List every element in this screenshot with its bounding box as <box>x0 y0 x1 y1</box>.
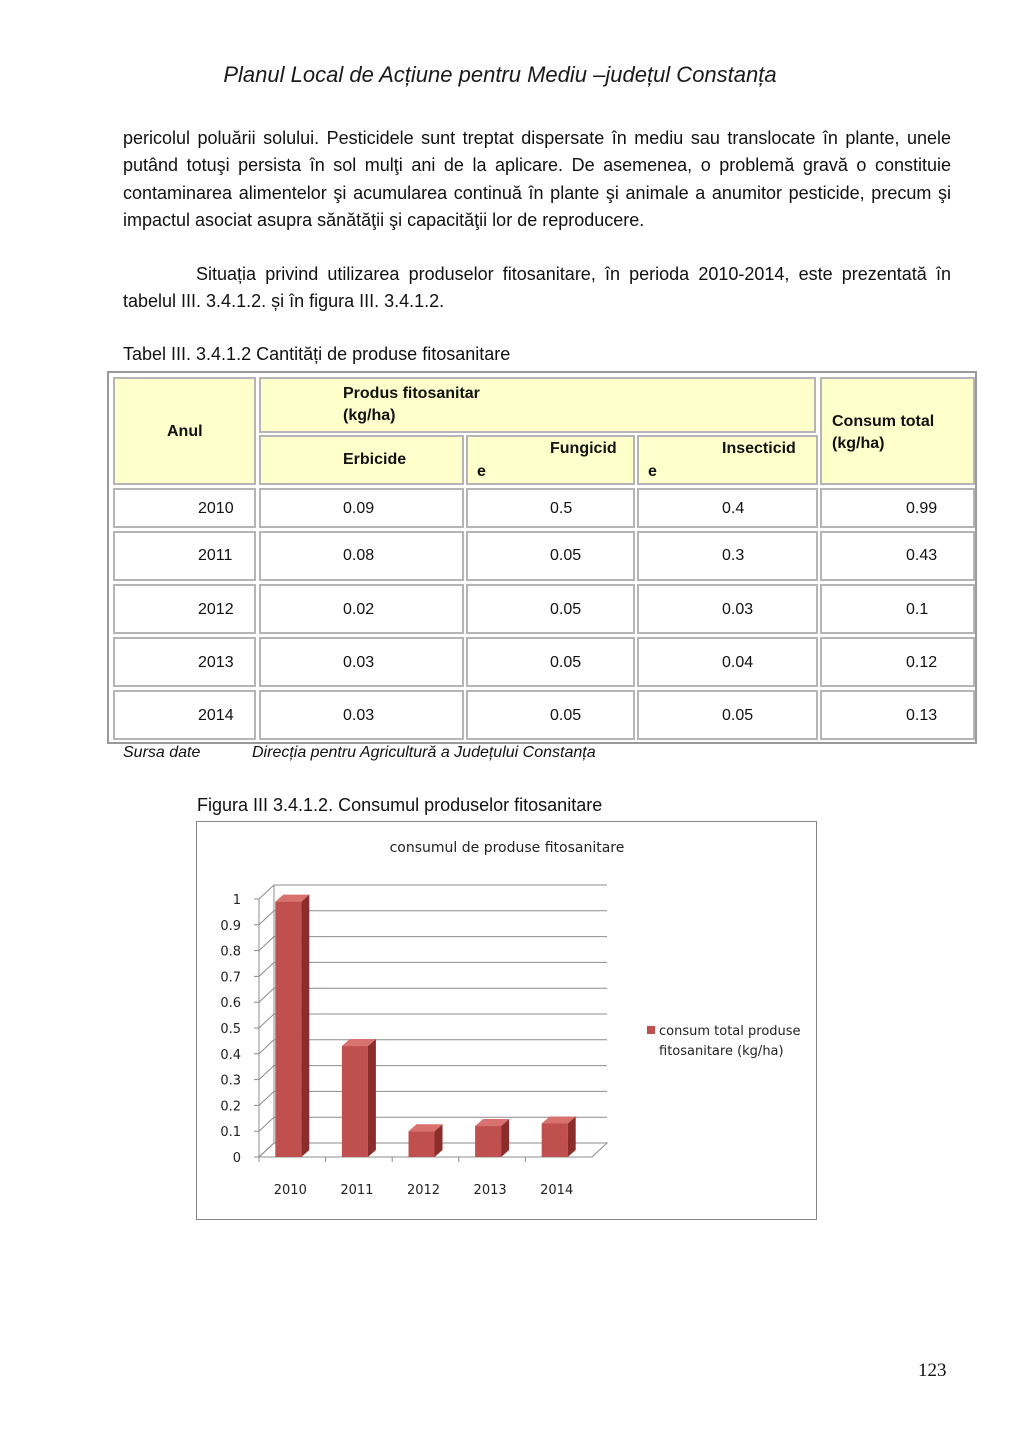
table-row-2010-year <box>113 488 256 528</box>
table-row-2010-insecticides <box>637 488 818 528</box>
cell-herbicides: 0.03 <box>343 654 375 671</box>
header-fungicides-b: e <box>477 463 486 480</box>
bar-front <box>542 1123 568 1157</box>
y-tick-label: 1 <box>232 893 241 908</box>
gridline-depth <box>259 937 274 951</box>
chart-y-ticks <box>220 893 259 1166</box>
header-year: Anul <box>167 423 203 440</box>
table-row-2012-total <box>820 584 975 634</box>
body-paragraph-1: pericolul poluării solului. Pesticidele sunt treptat dispersate în mediu sau translocate în plante, unele putând totuşi persista în sol mulţi ani de la aplicare. De asemenea, o problemă gravă o constituie contaminarea alimentelor şi acumularea continuă în plante şi animale a anumitor pesticide, precum şi impactul asociat asupra sănătăţii şi capacităţii lor de reproducere. <box>123 128 951 230</box>
gridline-depth <box>259 1117 274 1131</box>
table-row-2014-total <box>820 690 975 740</box>
bar-front <box>342 1046 368 1157</box>
y-tick-label: 0.7 <box>220 970 241 986</box>
cell-fungicides: 0.05 <box>550 654 582 671</box>
cell-year: 2011 <box>198 547 233 564</box>
cell-year: 2012 <box>198 601 234 618</box>
table-row-2012-year <box>113 584 256 634</box>
table-row-2010-fungicides <box>466 488 635 528</box>
bar-side <box>368 1039 376 1157</box>
table-row-2012-insecticides <box>637 584 818 634</box>
cell-total: 0.43 <box>906 547 938 564</box>
table-row-2010-total <box>820 488 975 528</box>
fitosanitary-table <box>107 371 977 744</box>
y-tick-label: 0 <box>232 1151 241 1166</box>
bar-front <box>475 1126 501 1157</box>
chart-grid <box>259 885 607 1157</box>
x-tick-label: 2010 <box>273 1183 307 1198</box>
bar-front <box>275 902 301 1157</box>
table-row-2011-year <box>113 531 256 581</box>
document-header: Planul Local de Acțiune pentru Mediu –județul Constanța <box>223 62 777 87</box>
table-row-2011-total <box>820 531 975 581</box>
y-tick-label: 0.8 <box>220 944 241 960</box>
header-product-cell <box>259 377 816 433</box>
header-insecticides-a: Insecticid <box>722 440 796 457</box>
legend-swatch <box>647 1026 655 1034</box>
gridline-depth <box>259 1066 274 1080</box>
header-herbicides-cell <box>259 435 464 485</box>
x-tick-label: 2012 <box>406 1183 441 1198</box>
x-tick-label: 2014 <box>540 1183 574 1198</box>
x-tick-label: 2011 <box>340 1183 374 1198</box>
body-paragraph-2: Situația privind utilizarea produselor fitosanitare, în perioda 2010-2014, este prezentată în tabelul III. 3.4.1.2. și în figura III. 3.4.1.2. <box>123 264 951 312</box>
cell-insecticides: 0.4 <box>722 500 745 517</box>
table-row-2014-year <box>113 690 256 740</box>
cell-fungicides: 0.05 <box>550 601 582 618</box>
header-total-line2: (kg/ha) <box>832 435 885 452</box>
cell-year: 2014 <box>198 707 234 724</box>
gridline-depth <box>259 911 274 925</box>
chart-title: consumul de produse fitosanitare <box>389 840 625 856</box>
table-row-2011-insecticides <box>637 531 818 581</box>
chart-x-ticks <box>259 1157 573 1198</box>
y-tick-label: 0.3 <box>220 1073 241 1089</box>
header-total-line1: Consum total <box>832 413 935 430</box>
table-row-2014-herbicides <box>259 690 464 740</box>
source-text: Direcția pentru Agricultură a Județului Constanța <box>252 744 596 761</box>
table-row-2012-fungicides <box>466 584 635 634</box>
table-row-2014-fungicides <box>466 690 635 740</box>
table-row-2013-total <box>820 637 975 687</box>
figure-caption: Figura III 3.4.1.2. Consumul produselor fitosanitare <box>197 795 603 815</box>
y-tick-label: 0.5 <box>220 1022 241 1037</box>
header-insecticides-cell <box>637 435 818 485</box>
gridline-depth <box>259 1040 274 1054</box>
x-tick-label: 2013 <box>473 1183 507 1198</box>
gridline-depth <box>259 1014 274 1028</box>
table-caption: Tabel III. 3.4.1.2 Cantități de produse fitosanitare <box>123 344 511 364</box>
header-product-line1: Produs fitosanitar <box>343 385 480 402</box>
table-row-2013-year <box>113 637 256 687</box>
header-year-cell <box>113 377 256 485</box>
cell-fungicides: 0.05 <box>550 547 582 564</box>
header-fungicides-cell <box>466 435 635 485</box>
cell-herbicides: 0.02 <box>343 601 375 618</box>
table-row-2010-herbicides <box>259 488 464 528</box>
table-row-2013-insecticides <box>637 637 818 687</box>
table-row-2011-herbicides <box>259 531 464 581</box>
gridline-depth <box>259 962 274 976</box>
table-row-2013-fungicides <box>466 637 635 687</box>
y-tick-label: 0.1 <box>220 1125 241 1141</box>
gridline-depth <box>259 885 274 899</box>
cell-insecticides: 0.3 <box>722 547 745 564</box>
header-total-cell <box>820 377 975 485</box>
header-product-line2: (kg/ha) <box>343 407 396 424</box>
header-herbicides: Erbicide <box>343 451 407 468</box>
header-insecticides-b: e <box>648 463 657 480</box>
legend-line-2: fitosanitare (kg/ha) <box>659 1044 784 1059</box>
cell-total: 0.1 <box>906 601 929 618</box>
cell-total: 0.12 <box>906 654 938 671</box>
cell-insecticides: 0.05 <box>722 707 754 724</box>
y-tick-label: 0.4 <box>220 1047 241 1063</box>
table-row-2014-insecticides <box>637 690 818 740</box>
header-fungicides-a: Fungicid <box>550 440 617 457</box>
cell-herbicides: 0.03 <box>343 707 375 724</box>
cell-year: 2010 <box>198 500 234 517</box>
y-tick-label: 0.2 <box>220 1099 241 1115</box>
gridline-depth <box>259 988 274 1002</box>
bar-side <box>301 895 309 1157</box>
page-number: 123 <box>918 1360 947 1381</box>
bar-side <box>568 1116 576 1157</box>
gridline-depth <box>259 1091 274 1105</box>
cell-fungicides: 0.5 <box>550 500 573 517</box>
cell-herbicides: 0.09 <box>343 500 375 517</box>
y-tick-label: 0.6 <box>220 996 241 1012</box>
cell-year: 2013 <box>198 654 234 671</box>
bar-front <box>409 1131 435 1157</box>
y-tick-label: 0.9 <box>220 918 241 934</box>
legend-line-1: consum total produse <box>659 1024 801 1039</box>
source-label: Sursa date <box>123 744 201 761</box>
cell-fungicides: 0.05 <box>550 707 582 724</box>
table-row-2013-herbicides <box>259 637 464 687</box>
cell-total: 0.99 <box>906 500 938 517</box>
cell-herbicides: 0.08 <box>343 547 375 564</box>
table-row-2011-fungicides <box>466 531 635 581</box>
cell-total: 0.13 <box>906 707 938 724</box>
table-row-2012-herbicides <box>259 584 464 634</box>
bar-chart <box>197 822 818 1221</box>
cell-insecticides: 0.03 <box>722 601 754 618</box>
chart-container <box>196 821 817 1220</box>
cell-insecticides: 0.04 <box>722 654 754 671</box>
